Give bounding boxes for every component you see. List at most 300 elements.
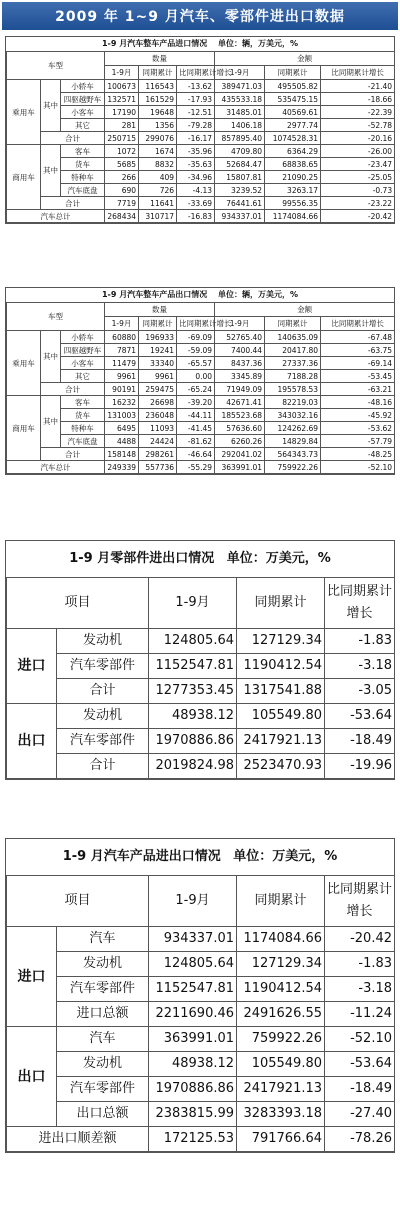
table-row xyxy=(7,1077,395,1102)
header-cell: 同期累计 xyxy=(265,317,321,331)
table-cell: 19241 xyxy=(139,344,177,357)
table-cell: -11.24 xyxy=(325,1002,395,1027)
header-cell: 项目 xyxy=(7,578,149,629)
table-cell: -57.79 xyxy=(321,435,395,448)
table-cell: 564343.73 xyxy=(265,448,321,461)
table-cell: -4.13 xyxy=(177,184,215,197)
row-label: 货车 xyxy=(61,158,105,171)
row-label: 特种车 xyxy=(61,422,105,435)
row-label: 进口总额 xyxy=(57,1002,149,1027)
table-cell: -3.05 xyxy=(325,679,395,704)
balance-row xyxy=(7,1127,395,1152)
parts-unit: 单位：万美元，% xyxy=(226,551,331,566)
table-cell: 557736 xyxy=(139,461,177,474)
table-cell: -63.75 xyxy=(321,344,395,357)
table-cell: 82219.03 xyxy=(265,396,321,409)
group-label: 出口 xyxy=(7,704,57,779)
table-cell: 52684.47 xyxy=(215,158,265,171)
table-cell: 281 xyxy=(105,119,139,132)
header-row xyxy=(7,52,395,66)
table-cell: 40569.61 xyxy=(265,106,321,119)
table-cell: 6364.29 xyxy=(265,145,321,158)
table-cell: 236048 xyxy=(139,409,177,422)
table-cell: -69.09 xyxy=(177,331,215,344)
table-cell: -81.62 xyxy=(177,435,215,448)
header-cell: 1-9月 xyxy=(215,66,265,80)
table-cell: 934337.01 xyxy=(215,210,265,223)
table-cell: -44.11 xyxy=(177,409,215,422)
table-cell: -21.40 xyxy=(321,80,395,93)
row-label: 合计 xyxy=(41,197,105,210)
table-row xyxy=(7,409,395,422)
table-cell: -53.64 xyxy=(325,704,395,729)
row-label: 小客车 xyxy=(61,106,105,119)
table-cell: 52765.40 xyxy=(215,331,265,344)
table-cell: -27.40 xyxy=(325,1102,395,1127)
header-cell: 比同期累计增长 xyxy=(177,317,215,331)
vehicle-export-title-bar xyxy=(6,288,394,302)
table-cell: 60880 xyxy=(105,331,139,344)
table-cell: -33.69 xyxy=(177,197,215,210)
table-cell: 7719 xyxy=(105,197,139,210)
row-label: 小客车 xyxy=(61,357,105,370)
table-cell: 27337.36 xyxy=(265,357,321,370)
group-label: 商用车 xyxy=(7,396,41,461)
table-cell: -19.96 xyxy=(325,754,395,779)
table-cell: 17190 xyxy=(105,106,139,119)
row-label: 客车 xyxy=(61,396,105,409)
header-cell: 比同期累计增长 xyxy=(325,876,395,927)
vehicle-export-title: 1-9 月汽车整车产品出口情况 xyxy=(101,290,208,299)
row-label: 合计 xyxy=(41,448,105,461)
table-cell: 1356 xyxy=(139,119,177,132)
header-cell: 比同期累计增长 xyxy=(177,66,215,80)
table-cell: -65.57 xyxy=(177,357,215,370)
table-cell: -65.24 xyxy=(177,383,215,396)
table-cell: 15807.81 xyxy=(215,171,265,184)
row-label: 发动机 xyxy=(57,629,149,654)
table-cell: 363991.01 xyxy=(149,1027,237,1052)
table-cell: 857895.40 xyxy=(215,132,265,145)
subgroup-label: 其中 xyxy=(41,331,61,383)
header-cell: 同期累计 xyxy=(139,317,177,331)
header-cell: 同期累计 xyxy=(265,66,321,80)
table-cell: 3283393.18 xyxy=(237,1102,325,1127)
parts-panel xyxy=(5,540,395,780)
table-cell: 68838.65 xyxy=(265,158,321,171)
table-cell: -35.96 xyxy=(177,145,215,158)
table-row xyxy=(7,654,395,679)
table-cell: -34.96 xyxy=(177,171,215,184)
table-cell: 71949.09 xyxy=(215,383,265,396)
row-label: 合计 xyxy=(57,754,149,779)
subtotal-row xyxy=(7,383,395,396)
header-cell: 项目 xyxy=(7,876,149,927)
table-cell: -45.92 xyxy=(321,409,395,422)
row-label: 四驱越野车 xyxy=(61,344,105,357)
row-label: 汽车 xyxy=(57,1027,149,1052)
table-row xyxy=(7,331,395,344)
subtotal-row xyxy=(7,197,395,210)
group-label: 进口 xyxy=(7,629,57,704)
header-cell: 1-9月 xyxy=(149,876,237,927)
subtotal-row xyxy=(7,132,395,145)
table-cell: -63.21 xyxy=(321,383,395,396)
table-cell: -16.83 xyxy=(177,210,215,223)
table-cell: -13.62 xyxy=(177,80,215,93)
table-cell: 2211690.46 xyxy=(149,1002,237,1027)
table-cell: 42671.41 xyxy=(215,396,265,409)
parts-title-bar xyxy=(6,541,394,577)
table-cell: 124262.69 xyxy=(265,422,321,435)
parts-tbody xyxy=(7,578,395,779)
table-cell: -48.25 xyxy=(321,448,395,461)
table-cell: 8832 xyxy=(139,158,177,171)
table-cell: 48938.12 xyxy=(149,704,237,729)
table-cell: 19648 xyxy=(139,106,177,119)
table-cell: 1152547.81 xyxy=(149,977,237,1002)
table-cell: 1277353.45 xyxy=(149,679,237,704)
table-row xyxy=(7,93,395,106)
header-cell: 1-9月 xyxy=(149,578,237,629)
table-cell: -53.64 xyxy=(325,1052,395,1077)
table-cell: -18.66 xyxy=(321,93,395,106)
table-cell: 435533.18 xyxy=(215,93,265,106)
table-row xyxy=(7,1052,395,1077)
table-cell: 14829.84 xyxy=(265,435,321,448)
row-label: 合计 xyxy=(41,132,105,145)
table-cell: 158148 xyxy=(105,448,139,461)
row-label: 发动机 xyxy=(57,1052,149,1077)
table-cell: 1190412.54 xyxy=(237,654,325,679)
table-cell: 7400.44 xyxy=(215,344,265,357)
table-cell: 1406.18 xyxy=(215,119,265,132)
table-cell: -55.29 xyxy=(177,461,215,474)
table-cell: 791766.64 xyxy=(237,1127,325,1152)
table-row xyxy=(7,370,395,383)
table-cell: -23.47 xyxy=(321,158,395,171)
table-cell: 1190412.54 xyxy=(237,977,325,1002)
header-cell: 比同期累计增长 xyxy=(321,66,395,80)
table-cell: -0.73 xyxy=(321,184,395,197)
products-tbody xyxy=(7,876,395,1152)
header-cell: 金额 xyxy=(215,303,395,317)
table-cell: 99556.35 xyxy=(265,197,321,210)
table-cell: 249339 xyxy=(105,461,139,474)
table-cell: 140635.09 xyxy=(265,331,321,344)
table-cell: -53.62 xyxy=(321,422,395,435)
vehicle-import-title-bar xyxy=(6,37,394,51)
table-cell: 185523.68 xyxy=(215,409,265,422)
table-cell: -3.18 xyxy=(325,977,395,1002)
table-cell: 759922.26 xyxy=(237,1027,325,1052)
table-cell: 7188.28 xyxy=(265,370,321,383)
vehicle-import-unit: 单位：辆，万美元，% xyxy=(218,39,299,48)
table-row xyxy=(7,729,395,754)
table-cell: 4709.80 xyxy=(215,145,265,158)
table-row xyxy=(7,184,395,197)
table-row xyxy=(7,171,395,184)
table-cell: 409 xyxy=(139,171,177,184)
table-cell: 1072 xyxy=(105,145,139,158)
group-label: 乘用车 xyxy=(7,80,41,145)
table-row xyxy=(7,396,395,409)
table-cell: 196933 xyxy=(139,331,177,344)
table-cell: 726 xyxy=(139,184,177,197)
table-row xyxy=(7,927,395,952)
row-label: 其它 xyxy=(61,370,105,383)
header-cell: 金额 xyxy=(215,52,395,66)
table-cell: -18.49 xyxy=(325,729,395,754)
table-cell: 57636.60 xyxy=(215,422,265,435)
row-label: 客车 xyxy=(61,145,105,158)
row-label: 出口总额 xyxy=(57,1102,149,1127)
table-cell: 90191 xyxy=(105,383,139,396)
group-label: 出口 xyxy=(7,1027,57,1127)
table-cell: 20417.80 xyxy=(265,344,321,357)
vehicle-import-panel xyxy=(5,36,395,224)
table-cell: 6495 xyxy=(105,422,139,435)
table-cell: 105549.80 xyxy=(237,704,325,729)
row-label: 发动机 xyxy=(57,952,149,977)
products-panel xyxy=(5,838,395,1153)
table-cell: -26.00 xyxy=(321,145,395,158)
table-cell: 16232 xyxy=(105,396,139,409)
total-row xyxy=(7,461,395,474)
table-row xyxy=(7,704,395,729)
header-cell: 比同期累计增长 xyxy=(321,317,395,331)
table-cell: 33340 xyxy=(139,357,177,370)
row-label: 汽车 xyxy=(57,927,149,952)
table-cell: -52.10 xyxy=(321,461,395,474)
table-cell: 2417921.13 xyxy=(237,729,325,754)
table-cell: 389471.03 xyxy=(215,80,265,93)
row-label: 特种车 xyxy=(61,171,105,184)
row-label: 小轿车 xyxy=(61,331,105,344)
table-row xyxy=(7,422,395,435)
row-label: 汽车零部件 xyxy=(57,1077,149,1102)
table-cell: 690 xyxy=(105,184,139,197)
row-label: 汽车底盘 xyxy=(61,184,105,197)
table-cell: 9961 xyxy=(139,370,177,383)
table-row xyxy=(7,952,395,977)
vehicle-export-panel xyxy=(5,287,395,475)
vehicle-import-table xyxy=(6,51,395,223)
parts-title: 1-9 月零部件进出口情况 xyxy=(69,551,215,566)
header-cell: 车型 xyxy=(7,303,105,331)
table-cell: 31485.01 xyxy=(215,106,265,119)
products-table xyxy=(6,875,395,1152)
table-row xyxy=(7,629,395,654)
table-cell: 2491626.55 xyxy=(237,1002,325,1027)
table-cell: 934337.01 xyxy=(149,927,237,952)
row-label: 汽车零部件 xyxy=(57,729,149,754)
table-cell: 292041.02 xyxy=(215,448,265,461)
row-label: 发动机 xyxy=(57,704,149,729)
table-cell: -20.16 xyxy=(321,132,395,145)
vehicle-export-unit: 单位：辆，万美元，% xyxy=(218,290,299,299)
row-label: 进出口顺差额 xyxy=(7,1127,149,1152)
group-label: 商用车 xyxy=(7,145,41,210)
header-cell: 数量 xyxy=(105,303,215,317)
table-cell: -22.39 xyxy=(321,106,395,119)
table-cell: 124805.64 xyxy=(149,629,237,654)
table-cell: -52.78 xyxy=(321,119,395,132)
header-cell: 同期累计 xyxy=(139,66,177,80)
subgroup-label: 其中 xyxy=(41,80,61,132)
table-cell: 3239.52 xyxy=(215,184,265,197)
row-label: 汽车零部件 xyxy=(57,977,149,1002)
table-cell: -3.18 xyxy=(325,654,395,679)
table-cell: 195578.53 xyxy=(265,383,321,396)
table-row xyxy=(7,158,395,171)
row-label: 合计 xyxy=(57,679,149,704)
table-cell: 48938.12 xyxy=(149,1052,237,1077)
row-label: 四驱越野车 xyxy=(61,93,105,106)
table-cell: 2977.74 xyxy=(265,119,321,132)
table-cell: 363991.01 xyxy=(215,461,265,474)
table-cell: -41.45 xyxy=(177,422,215,435)
table-cell: -1.83 xyxy=(325,952,395,977)
table-cell: 4488 xyxy=(105,435,139,448)
row-label: 小轿车 xyxy=(61,80,105,93)
vehicle-import-title: 1-9 月汽车整车产品进口情况 xyxy=(101,39,208,48)
vehicle-export-table xyxy=(6,302,395,474)
vehicle-export-tbody xyxy=(7,303,395,474)
table-cell: 127129.34 xyxy=(237,629,325,654)
table-cell: 76441.61 xyxy=(215,197,265,210)
total-row xyxy=(7,210,395,223)
table-cell: 299076 xyxy=(139,132,177,145)
table-cell: 0.00 xyxy=(177,370,215,383)
products-title-bar xyxy=(6,839,394,875)
row-label: 货车 xyxy=(61,409,105,422)
table-row xyxy=(7,344,395,357)
table-cell: 298261 xyxy=(139,448,177,461)
table-cell: 343032.16 xyxy=(265,409,321,422)
table-row xyxy=(7,1102,395,1127)
table-cell: -12.51 xyxy=(177,106,215,119)
page-banner: 2009 年 1~9 月汽车、零部件进出口数据 xyxy=(2,2,398,30)
table-cell: -59.09 xyxy=(177,344,215,357)
table-cell: 1174084.66 xyxy=(237,927,325,952)
table-row xyxy=(7,435,395,448)
table-cell: 26698 xyxy=(139,396,177,409)
header-row xyxy=(7,303,395,317)
subgroup-label: 其中 xyxy=(41,145,61,197)
table-cell: -79.28 xyxy=(177,119,215,132)
table-cell: 3263.17 xyxy=(265,184,321,197)
table-cell: 759922.26 xyxy=(265,461,321,474)
header-cell: 同期累计 xyxy=(237,876,325,927)
table-cell: 116543 xyxy=(139,80,177,93)
table-cell: 1152547.81 xyxy=(149,654,237,679)
table-row xyxy=(7,1027,395,1052)
table-cell: 2383815.99 xyxy=(149,1102,237,1127)
table-cell: 172125.53 xyxy=(149,1127,237,1152)
header-row xyxy=(7,578,395,629)
table-cell: 2417921.13 xyxy=(237,1077,325,1102)
vehicle-import-tbody xyxy=(7,52,395,223)
table-cell: 105549.80 xyxy=(237,1052,325,1077)
header-cell: 1-9月 xyxy=(105,317,139,331)
table-cell: -20.42 xyxy=(325,927,395,952)
table-cell: -46.64 xyxy=(177,448,215,461)
table-cell: 6260.26 xyxy=(215,435,265,448)
header-cell: 数量 xyxy=(105,52,215,66)
table-cell: 495505.82 xyxy=(265,80,321,93)
group-label: 进口 xyxy=(7,927,57,1027)
table-cell: 1970886.86 xyxy=(149,729,237,754)
table-cell: -78.26 xyxy=(325,1127,395,1152)
parts-table xyxy=(6,577,395,779)
table-cell: 250715 xyxy=(105,132,139,145)
table-cell: 2523470.93 xyxy=(237,754,325,779)
table-cell: 1970886.86 xyxy=(149,1077,237,1102)
table-cell: -16.17 xyxy=(177,132,215,145)
table-cell: 131003 xyxy=(105,409,139,422)
group-label: 乘用车 xyxy=(7,331,41,396)
table-cell: 2019824.98 xyxy=(149,754,237,779)
table-cell: 127129.34 xyxy=(237,952,325,977)
table-cell: 21090.25 xyxy=(265,171,321,184)
table-cell: 24424 xyxy=(139,435,177,448)
table-cell: 1317541.88 xyxy=(237,679,325,704)
header-row xyxy=(7,876,395,927)
table-cell: 9961 xyxy=(105,370,139,383)
header-cell: 同期累计 xyxy=(237,578,325,629)
table-row xyxy=(7,679,395,704)
table-cell: 535475.15 xyxy=(265,93,321,106)
row-label: 汽车总计 xyxy=(7,461,105,474)
table-cell: 132571 xyxy=(105,93,139,106)
table-cell: 1174084.66 xyxy=(265,210,321,223)
table-cell: -67.48 xyxy=(321,331,395,344)
header-cell: 车型 xyxy=(7,52,105,80)
row-label: 汽车零部件 xyxy=(57,654,149,679)
table-cell: 11479 xyxy=(105,357,139,370)
header-cell: 比同期累计增长 xyxy=(325,578,395,629)
table-cell: 11641 xyxy=(139,197,177,210)
table-cell: -20.42 xyxy=(321,210,395,223)
table-cell: 259475 xyxy=(139,383,177,396)
table-cell: 5685 xyxy=(105,158,139,171)
subtotal-row xyxy=(7,448,395,461)
table-cell: 310717 xyxy=(139,210,177,223)
products-unit: 单位：万美元，% xyxy=(233,849,338,864)
table-cell: -25.05 xyxy=(321,171,395,184)
table-cell: 124805.64 xyxy=(149,952,237,977)
table-cell: 1674 xyxy=(139,145,177,158)
table-cell: 8437.36 xyxy=(215,357,265,370)
table-row xyxy=(7,1002,395,1027)
products-title: 1-9 月汽车产品进出口情况 xyxy=(62,849,221,864)
table-cell: 11093 xyxy=(139,422,177,435)
table-cell: 100673 xyxy=(105,80,139,93)
row-label: 汽车底盘 xyxy=(61,435,105,448)
table-cell: -18.49 xyxy=(325,1077,395,1102)
table-row xyxy=(7,119,395,132)
header-cell: 1-9月 xyxy=(215,317,265,331)
table-cell: 7871 xyxy=(105,344,139,357)
table-row xyxy=(7,754,395,779)
table-cell: -23.22 xyxy=(321,197,395,210)
table-cell: -69.14 xyxy=(321,357,395,370)
table-cell: -35.63 xyxy=(177,158,215,171)
table-row xyxy=(7,80,395,93)
table-row xyxy=(7,977,395,1002)
subgroup-label: 其中 xyxy=(41,396,61,448)
